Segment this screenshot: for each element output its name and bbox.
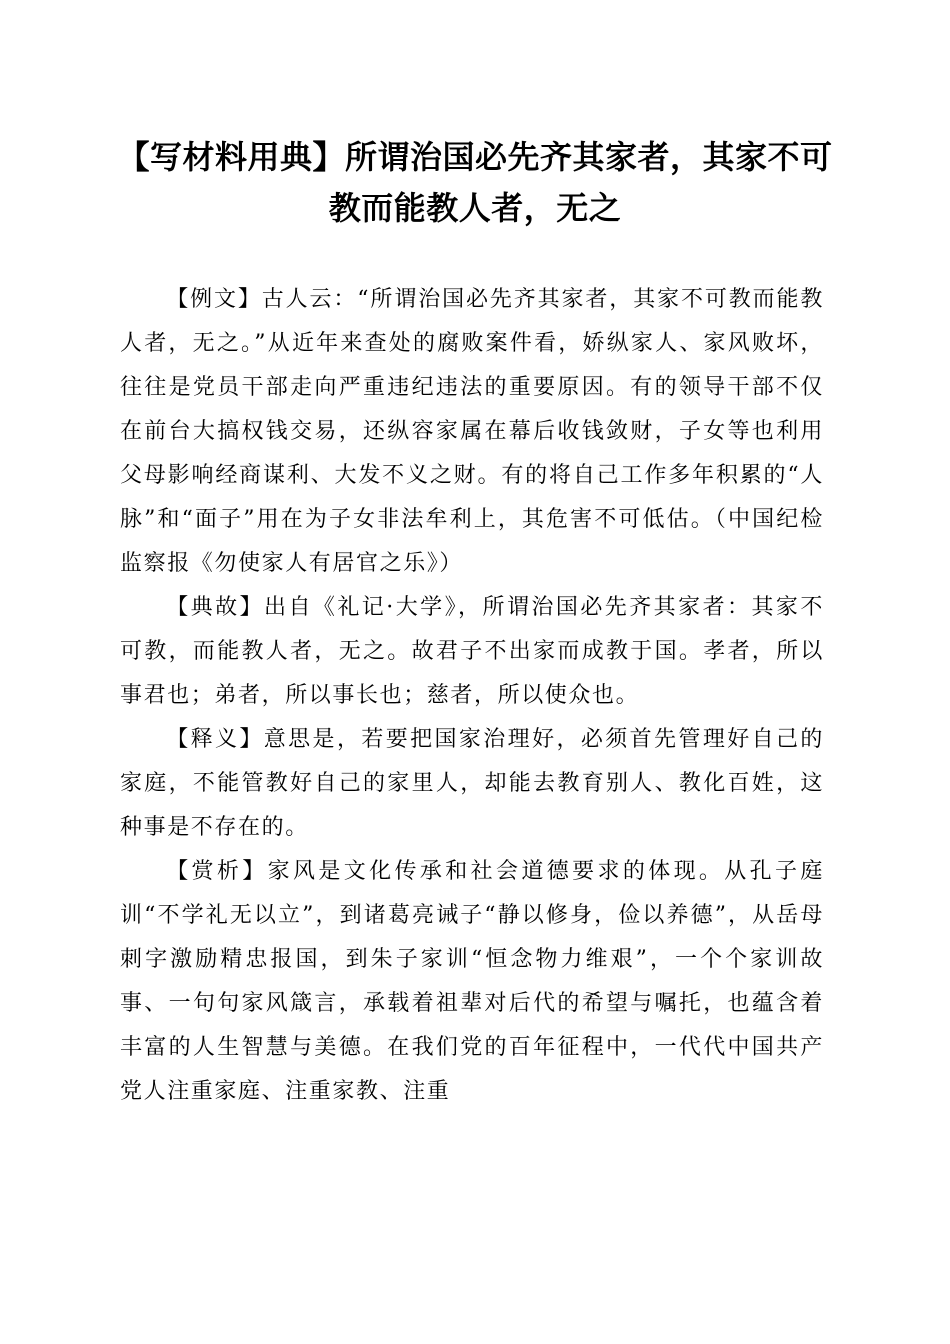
paragraph-appreciation bbox=[120, 850, 824, 1114]
paragraph-example bbox=[120, 278, 824, 586]
paragraph-label: 【典故】 bbox=[166, 595, 264, 620]
paragraph-text: 意思是，若要把国家治理好，必须首先管理好自己的家庭，不能管教好自己的家里人，却能去教育别人、教化百姓，这种事是不存在的。 bbox=[120, 727, 824, 840]
paragraph-label: 【释义】 bbox=[166, 727, 264, 752]
paragraph-text: 家风是文化传承和社会道德要求的体现。从孔子庭训“不学礼无以立”，到诸葛亮诫子“静以修身，俭以养德”，从岳母刺字激励精忠报国，到朱子家训“恒念物力维艰”，一个个家训故事、一句句家风箴言，承载着祖辈对后代的希望与嘱托，也蕴含着丰富的人生智慧与美德。在我们党的百年征程中，一代代中国共产党人注重家庭、注重家教、注重 bbox=[120, 859, 825, 1104]
document-title: 【写材料用典】所谓治国必先齐其家者，其家不可教而能教人者，无之 bbox=[117, 138, 833, 227]
paragraph-meaning bbox=[120, 718, 824, 850]
paragraph-allusion bbox=[120, 586, 824, 718]
paragraph-text: 出自《礼记·大学》，所谓治国必先齐其家者：其家不可教，而能教人者，无之。故君子不出家而成教于国。孝者，所以事君也；弟者，所以事长也；慈者，所以使众也。 bbox=[120, 595, 824, 708]
paragraph-label: 【例文】 bbox=[166, 287, 262, 312]
document-body bbox=[120, 278, 824, 1114]
paragraph-text: 古人云：“所谓治国必先齐其家者，其家不可教而能教人者，无之。”从近年来查处的腐败案件看，娇纵家人、家风败坏，往往是党员干部走向严重违纪违法的重要原因。有的领导干部不仅在前台大搞权钱交易，还纵容家属在幕后收钱敛财，子女等也利用父母影响经商谋利、大发不义之财。有的将自己工作多年积累的“人脉”和“面子”用在为子女非法牟利上，其危害不可低估。（中国纪检监察报《勿使家人有居官之乐》） bbox=[120, 287, 825, 576]
paragraph-label: 【赏析】 bbox=[166, 859, 268, 884]
